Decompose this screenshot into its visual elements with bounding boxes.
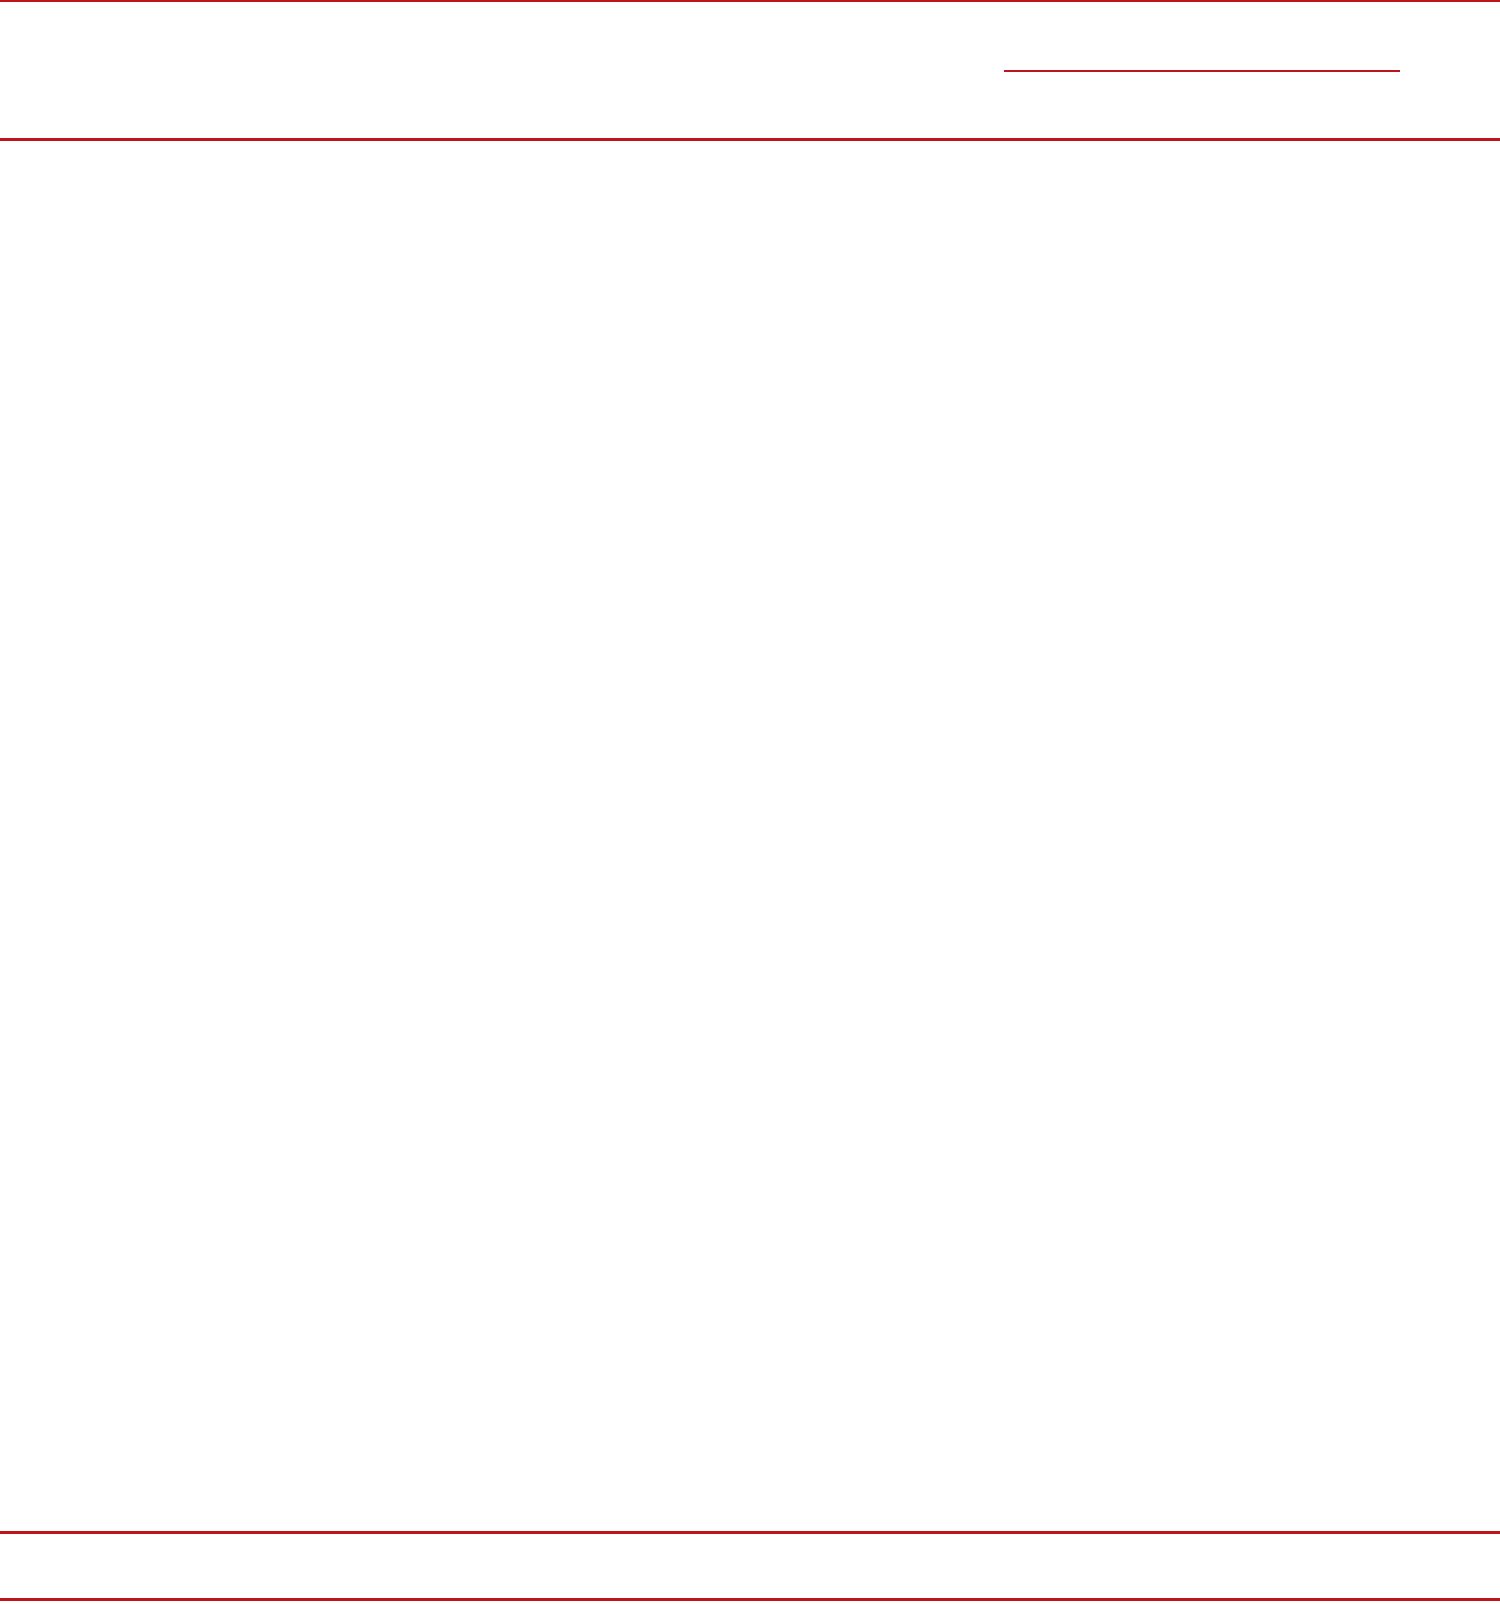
header-bottom-rule	[0, 138, 1500, 141]
bottom-border	[0, 1598, 1500, 1601]
patient-underline	[1004, 70, 1400, 72]
total-top-rule	[0, 1531, 1500, 1534]
top-border	[0, 0, 1500, 2]
